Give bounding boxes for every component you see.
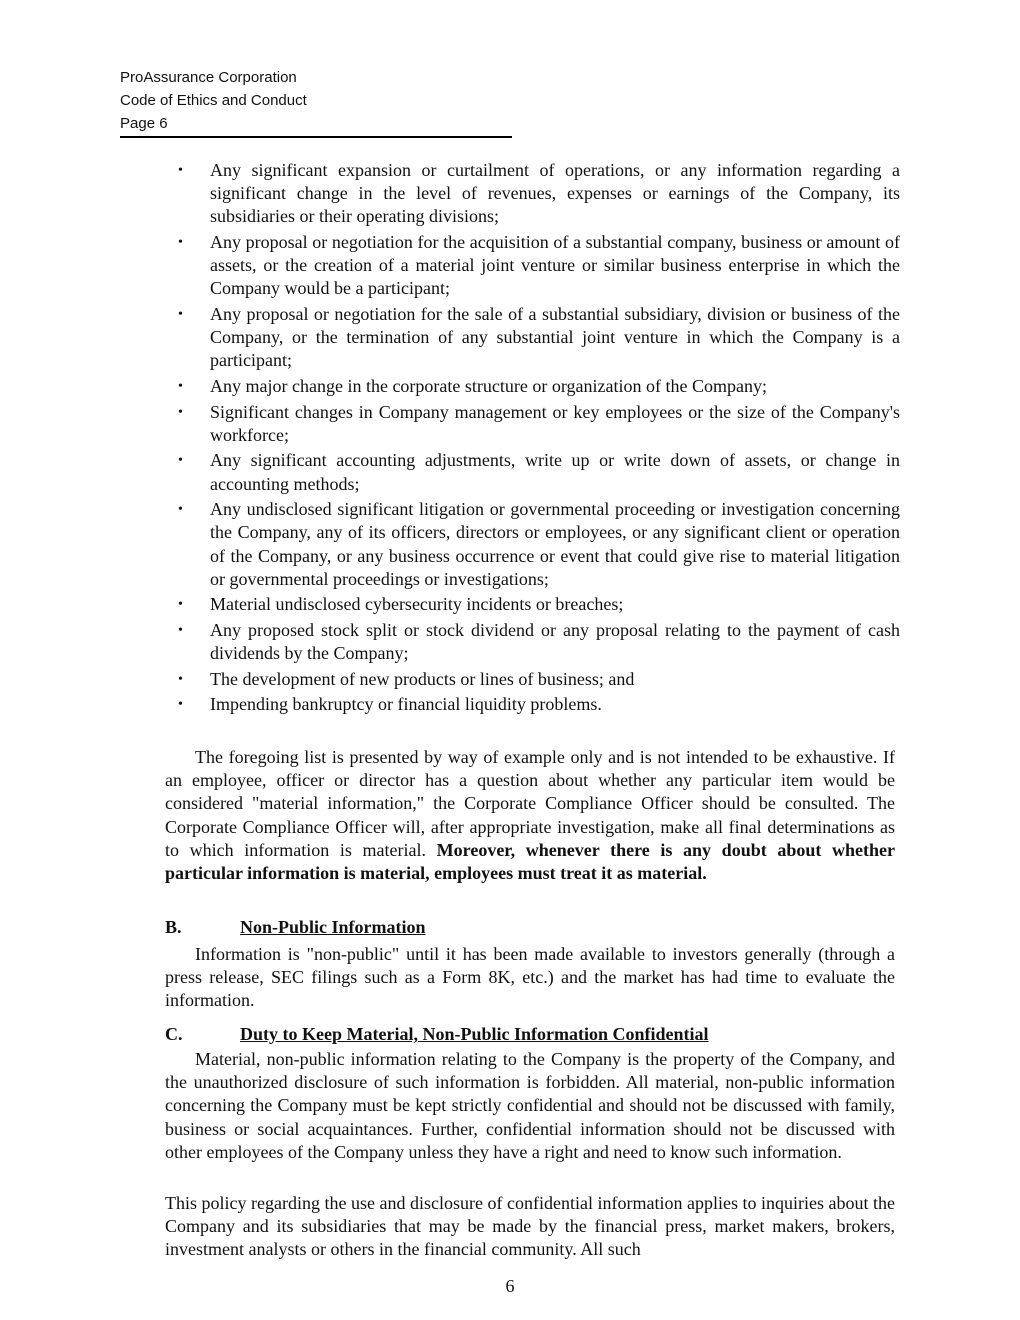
bullet-text: The development of new products or lines of business; and xyxy=(210,668,635,689)
bullet-text: Impending bankruptcy or financial liquidity problems. xyxy=(210,694,602,715)
section-b-letter: B. xyxy=(165,917,182,937)
header-company: ProAssurance Corporation xyxy=(120,69,297,86)
bullet-item xyxy=(178,498,900,591)
section-c-heading xyxy=(165,1024,708,1045)
bullet-dot-icon: • xyxy=(178,597,183,613)
bullet-text: Any major change in the corporate structure or organization of the Company; xyxy=(210,376,767,396)
page-number: 6 xyxy=(505,1276,515,1296)
foregoing-bold-text: Moreover, whenever there is any doubt about whether particular information is material, employees must treat it as material. xyxy=(165,839,895,884)
bullet-dot-icon: • xyxy=(178,163,183,178)
bullet-dot-icon: • xyxy=(178,502,183,518)
header-page-label: Page 6 xyxy=(120,115,168,132)
material-information-list xyxy=(178,159,900,719)
bullet-dot-icon: • xyxy=(178,453,183,469)
foregoing-paragraph xyxy=(165,746,895,885)
bullet-item xyxy=(178,668,900,691)
bullet-text: Any proposal or negotiation for the acquisition of a substantial company, business or amount of assets, or the creation of a material joint venture or similar business enterprise in which the Company would be a participant; xyxy=(210,232,900,299)
bullet-text: Any proposal or negotiation for the sale of a substantial subsidiary, division or business of the Company, or the termination of any substantial joint venture in which the Company is a participant; xyxy=(210,304,900,371)
bullet-text: Material undisclosed cybersecurity incidents or breaches; xyxy=(210,594,624,615)
bullet-dot-icon: • xyxy=(178,235,183,250)
bullet-item xyxy=(178,303,900,373)
bullet-item xyxy=(178,593,900,616)
bullet-dot-icon: • xyxy=(178,379,183,394)
bullet-item xyxy=(178,693,900,716)
section-c-letter: C. xyxy=(165,1024,183,1044)
bullet-dot-icon: • xyxy=(178,404,183,420)
bullet-item xyxy=(178,619,900,665)
bullet-item xyxy=(178,159,900,229)
bullet-text: Any significant expansion or curtailment of operations, or any information regarding a significant change in the level of revenues, expenses or earnings of the Company, its subsidiaries or their operating divisions; xyxy=(210,160,900,227)
bullet-dot-icon: • xyxy=(178,671,183,687)
bullet-item xyxy=(178,375,900,398)
bullet-text: Significant changes in Company management or key employees or the size of the Company's workforce; xyxy=(210,401,900,445)
section-b-title: Non-Public Information xyxy=(240,917,426,937)
section-c-paragraph: Material, non-public information relating to the Company is the property of the Company, and the unauthorized disclosure of such information is forbidden. All material, non-public information concerning the Company must be kept strictly confidential and should not be discussed with family, business or social acquaintances. Further, confidential information should not be discussed with other employees of the Company unless they have a right and need to know such information. xyxy=(165,1049,895,1162)
section-c-title: Duty to Keep Material, Non-Public Information Confidential xyxy=(240,1024,709,1044)
bullet-text: Any undisclosed significant litigation or governmental proceeding or investigation concerning the Company, any of its officers, directors or employees, or any significant client or operation of the Company, or any business occurrence or event that could give rise to material litigation or governmental proceedings or investigations; xyxy=(210,499,900,589)
bullet-text: Any significant accounting adjustments, write up or write down of assets, or change in accounting methods; xyxy=(210,450,900,494)
page-header xyxy=(120,66,512,138)
policy-paragraph: This policy regarding the use and disclosure of confidential information applies to inquiries about the Company and its subsidiaries that may be made by the financial press, market makers, brokers, investment analysts or others in the financial community. All such xyxy=(165,1193,895,1260)
bullet-text: Any proposed stock split or stock dividend or any proposal relating to the payment of cash dividends by the Company; xyxy=(210,619,900,664)
bullet-item xyxy=(178,231,900,301)
bullet-item xyxy=(178,449,900,495)
bullet-dot-icon: • xyxy=(178,307,183,322)
section-b-paragraph: Information is "non-public" until it has been made available to investors generally (through a press release, SEC filings such as a Form 8K, etc.) and the market has had time to evaluate the information. xyxy=(165,944,895,1011)
header-document-title: Code of Ethics and Conduct xyxy=(120,92,307,109)
bullet-dot-icon: • xyxy=(178,622,183,638)
bullet-item xyxy=(178,401,900,447)
foregoing-text: The foregoing list is presented by way of example only and is not intended to be exhaustive. If an employee, officer or director has a question about whether any particular item would be considered "material information," the Corporate Compliance Officer should be consulted. The Corporate Compliance Officer will, after appropriate investigation, make all final determinations as to which information is material. xyxy=(165,747,895,860)
section-b-heading xyxy=(165,917,426,938)
bullet-dot-icon: • xyxy=(178,697,183,713)
